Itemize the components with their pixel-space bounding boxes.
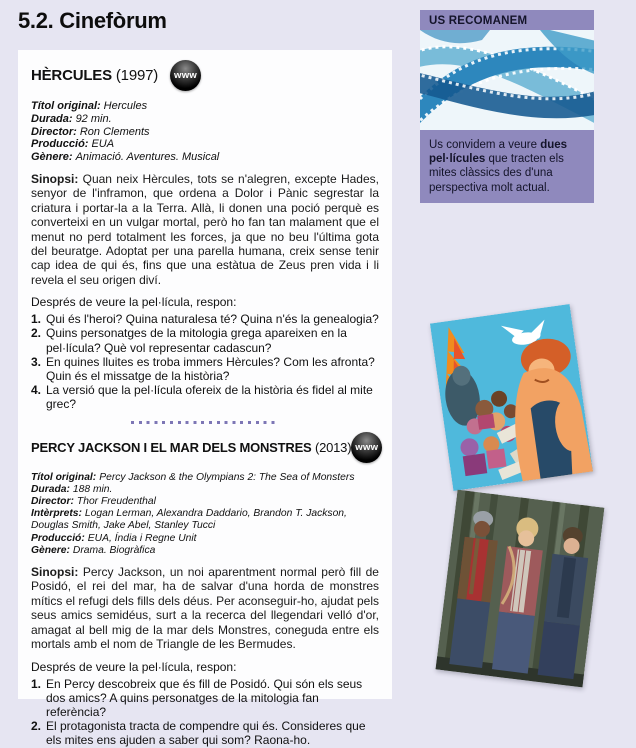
- www-icon[interactable]: [170, 60, 201, 91]
- question-text: El protagonista tracta de compendre qui és. Consideres que els mites ens ajuden a saber qui som? Raona-ho.: [46, 719, 366, 748]
- meta-label: Durada:: [31, 112, 73, 125]
- question-number: 2.: [31, 719, 42, 734]
- film-title-percy: [31, 440, 351, 455]
- synopsis-label: Sinopsi:: [31, 171, 79, 186]
- meta-label: Director:: [31, 125, 77, 138]
- meta-line: [31, 113, 379, 126]
- meta-label: Producció:: [31, 138, 89, 151]
- meta-value: EUA, Índia i Regne Unit: [87, 532, 197, 544]
- question-text: Qui és l'heroi? Quina naturalesa té? Quina n'és la genealogia?: [46, 312, 379, 327]
- question-item: [31, 326, 379, 354]
- meta-line: [31, 484, 379, 496]
- meta-line: [31, 533, 379, 545]
- synopsis-percy: [31, 565, 379, 651]
- page-title: 5.2. Cinefòrum: [18, 8, 167, 33]
- meta-value: Hercules: [103, 100, 148, 112]
- film-section-percy-jackson: [31, 432, 379, 748]
- panel-header: US RECOMANEM: [429, 15, 528, 27]
- panel-text-bold: dues pel·lícules: [429, 139, 568, 166]
- question-text: Quins personatges de la mitologia grega apareixen en la pel·lícula? Què vol representar cadascun?: [46, 326, 347, 355]
- meta-line: [31, 126, 379, 139]
- meta-line: [31, 151, 379, 164]
- question-item: [31, 677, 379, 720]
- synopsis-hercules: [31, 172, 379, 287]
- meta-label: Intèrprets:: [31, 508, 82, 520]
- film-year: (1997): [115, 67, 159, 84]
- question-item: [31, 383, 379, 411]
- meta-line: [31, 472, 379, 484]
- film-section-hercules: [31, 60, 379, 412]
- film-meta-percy: [31, 472, 379, 557]
- questions-prompt: Després de veure la pel·lícula, respon:: [31, 659, 237, 674]
- panel-text-segment: que tracten els mites clàssics des d'una perspectiva molt actual.: [429, 153, 564, 194]
- question-number: 3.: [31, 354, 42, 369]
- meta-value: Animació. Aventures. Musical: [75, 151, 220, 164]
- film-meta-hercules: [31, 100, 379, 164]
- meta-value: Ron Clements: [79, 125, 150, 138]
- question-number: 1.: [31, 312, 42, 327]
- us-recomanem-panel: [420, 10, 594, 203]
- meta-value: Logan Lerman, Alexandra Daddario, Brandon T. Jackson, Douglas Smith, Jake Abel, Stanley Tucci: [31, 508, 347, 532]
- panel-body-text: [420, 130, 594, 195]
- question-number: 1.: [31, 676, 42, 691]
- film-title-text: PERCY JACKSON I EL MAR DELS MONSTRES: [31, 439, 312, 455]
- synopsis-label: Sinopsi:: [31, 565, 79, 580]
- question-text: La versió que la pel·lícula ofereix de la història és fidel al mite grec?: [46, 383, 373, 412]
- film-header-percy: [31, 432, 379, 463]
- synopsis-text: Percy Jackson, un noi aparentment normal però fill de Posidó, el rei del mar, ha de salvar d'una horda de monstres mítics el refugi dels fills dels déus. Per aconseguir-ho, ajudat pels seus amics semidéus, surt a la recerca del llegendari velló d'or, amagat al bell mig de la mar dels Monstres, coneguda entre els mortals amb el nom de Triangle de les Bermudes.: [31, 565, 379, 652]
- meta-value: Percy Jackson & the Olympians 2: The Sea of Monsters: [99, 471, 355, 483]
- meta-value: Drama. Biogràfica: [72, 544, 156, 556]
- film-year: (2013): [314, 439, 352, 455]
- meta-label: Títol original:: [31, 471, 97, 483]
- meta-value: Thor Freudenthal: [76, 496, 156, 508]
- question-text: En Percy descobreix que és fill de Posidó. Qui són els seus dos amics? A quins personatges de la mitologia fan referència?: [46, 676, 363, 719]
- question-item: [31, 312, 379, 326]
- film-header-hercules: [31, 60, 379, 91]
- question-number: 2.: [31, 326, 42, 341]
- film-reel-image: [420, 30, 594, 130]
- meta-value: 188 min.: [72, 483, 113, 495]
- meta-line: [31, 508, 379, 532]
- question-item: [31, 355, 379, 383]
- film-title-hercules: [31, 67, 158, 84]
- question-item: [31, 719, 379, 747]
- questions-list-hercules: [31, 312, 379, 411]
- dotted-divider: [131, 421, 279, 424]
- question-number: 4.: [31, 383, 42, 398]
- www-icon-label: www: [355, 441, 379, 453]
- meta-value: 92 min.: [75, 112, 112, 125]
- percy-jackson-still-image: [436, 490, 605, 688]
- questions-list-percy: [31, 677, 379, 748]
- meta-line: [31, 496, 379, 508]
- meta-label: Títol original:: [31, 100, 101, 112]
- film-title-text: HÈRCULES: [31, 67, 112, 84]
- www-icon[interactable]: [351, 432, 382, 463]
- meta-label: Producció:: [31, 532, 85, 544]
- meta-line: [31, 100, 379, 113]
- content-box: [18, 50, 392, 748]
- panel-text-segment: Us convidem a veure: [429, 139, 541, 151]
- meta-line: [31, 138, 379, 151]
- meta-label: Durada:: [31, 483, 70, 495]
- synopsis-text: Quan neix Hèrcules, tots se n'alegren, excepte Hades, senyor de l'inframon, que ordena a Dolor i Pànic segrestar la criatura i portar-la a la Terra. Allà, li donen una poció perquè es converteixi en un vulgar mortal, però ho fan tan malament que el menut no perd totalment les forces, ja que no beu l'última gota del beuratge. Adoptat per una parella humana, creix sense tenir cap idea de qui és, fins que una estàtua de Zeus pren vida i li revela el seu origen diví.: [31, 171, 379, 287]
- meta-value: EUA: [91, 138, 115, 151]
- meta-label: Gènere:: [31, 544, 70, 556]
- hercules-poster-image: [430, 304, 593, 491]
- meta-line: [31, 545, 379, 557]
- question-text: En quines lluites es troba immers Hèrcules? Com les afronta? Quin és el missatge de la història?: [46, 354, 375, 384]
- www-icon-label: www: [174, 70, 198, 81]
- meta-label: Gènere:: [31, 151, 73, 164]
- meta-label: Director:: [31, 496, 74, 508]
- questions-prompt: Després de veure la pel·lícula, respon:: [31, 295, 237, 310]
